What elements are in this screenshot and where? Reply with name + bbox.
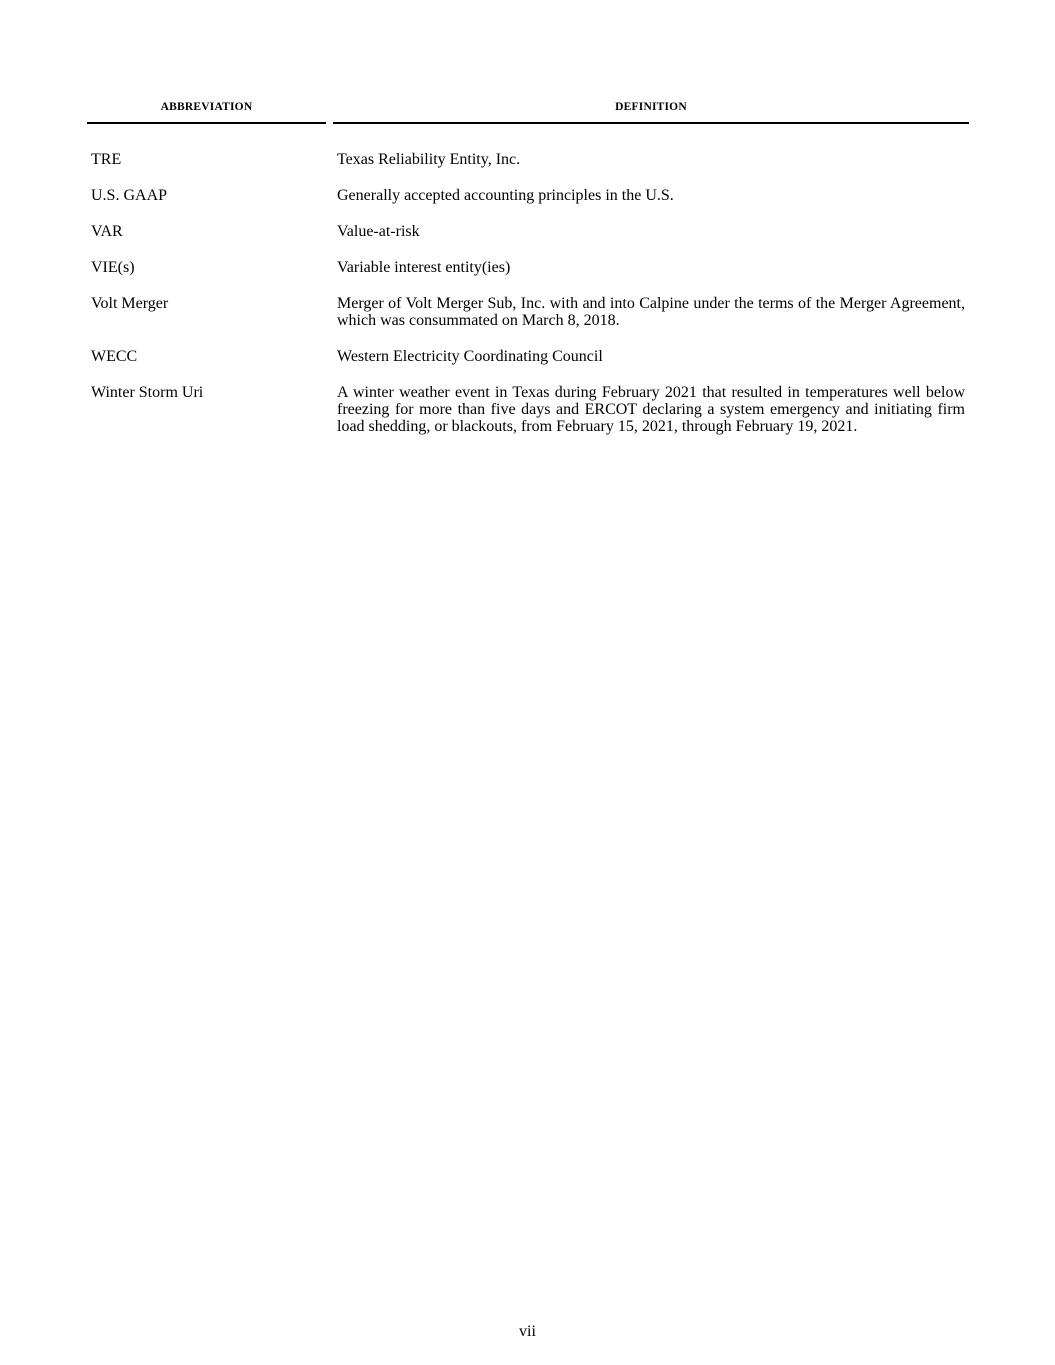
definition-column-header: DEFINITION [333, 101, 969, 124]
table-header [87, 101, 969, 129]
abbreviation-definition: Value-at-risk [337, 223, 420, 240]
abbreviation-definition: Generally accepted accounting principles in the U.S. [337, 187, 674, 204]
table-row [91, 295, 965, 329]
abbreviation-term: VIE(s) [91, 259, 135, 276]
table-row [91, 151, 965, 168]
abbreviation-term: WECC [91, 348, 138, 365]
abbreviation-table [91, 151, 965, 454]
abbreviation-definition: Merger of Volt Merger Sub, Inc. with and into Calpine under the terms of the Merger Agreement, which was consummated on March 8, 2018. [337, 295, 965, 329]
abbreviation-term: Winter Storm Uri [91, 384, 204, 401]
abbreviation-definition: A winter weather event in Texas during February 2021 that resulted in temperatures well below freezing for more than five days and ERCOT declaring a system emergency and initiating firm load shedding, or blackouts, from February 15, 2021, through February 19, 2021. [337, 384, 965, 435]
abbreviation-definition: Variable interest entity(ies) [337, 259, 511, 276]
table-row [91, 348, 965, 365]
abbreviation-term: VAR [91, 223, 123, 240]
page-number: vii [519, 1323, 536, 1340]
table-row [91, 187, 965, 204]
abbreviation-definition: Texas Reliability Entity, Inc. [337, 151, 521, 168]
abbreviation-term: TRE [91, 151, 122, 168]
abbreviation-term: Volt Merger [91, 295, 169, 312]
abbreviation-term: U.S. GAAP [91, 187, 168, 204]
table-row [91, 223, 965, 240]
abbreviation-column-header: ABBREVIATION [87, 101, 326, 124]
table-row [91, 384, 965, 435]
table-row [91, 259, 965, 276]
abbreviation-definition: Western Electricity Coordinating Council [337, 348, 603, 365]
